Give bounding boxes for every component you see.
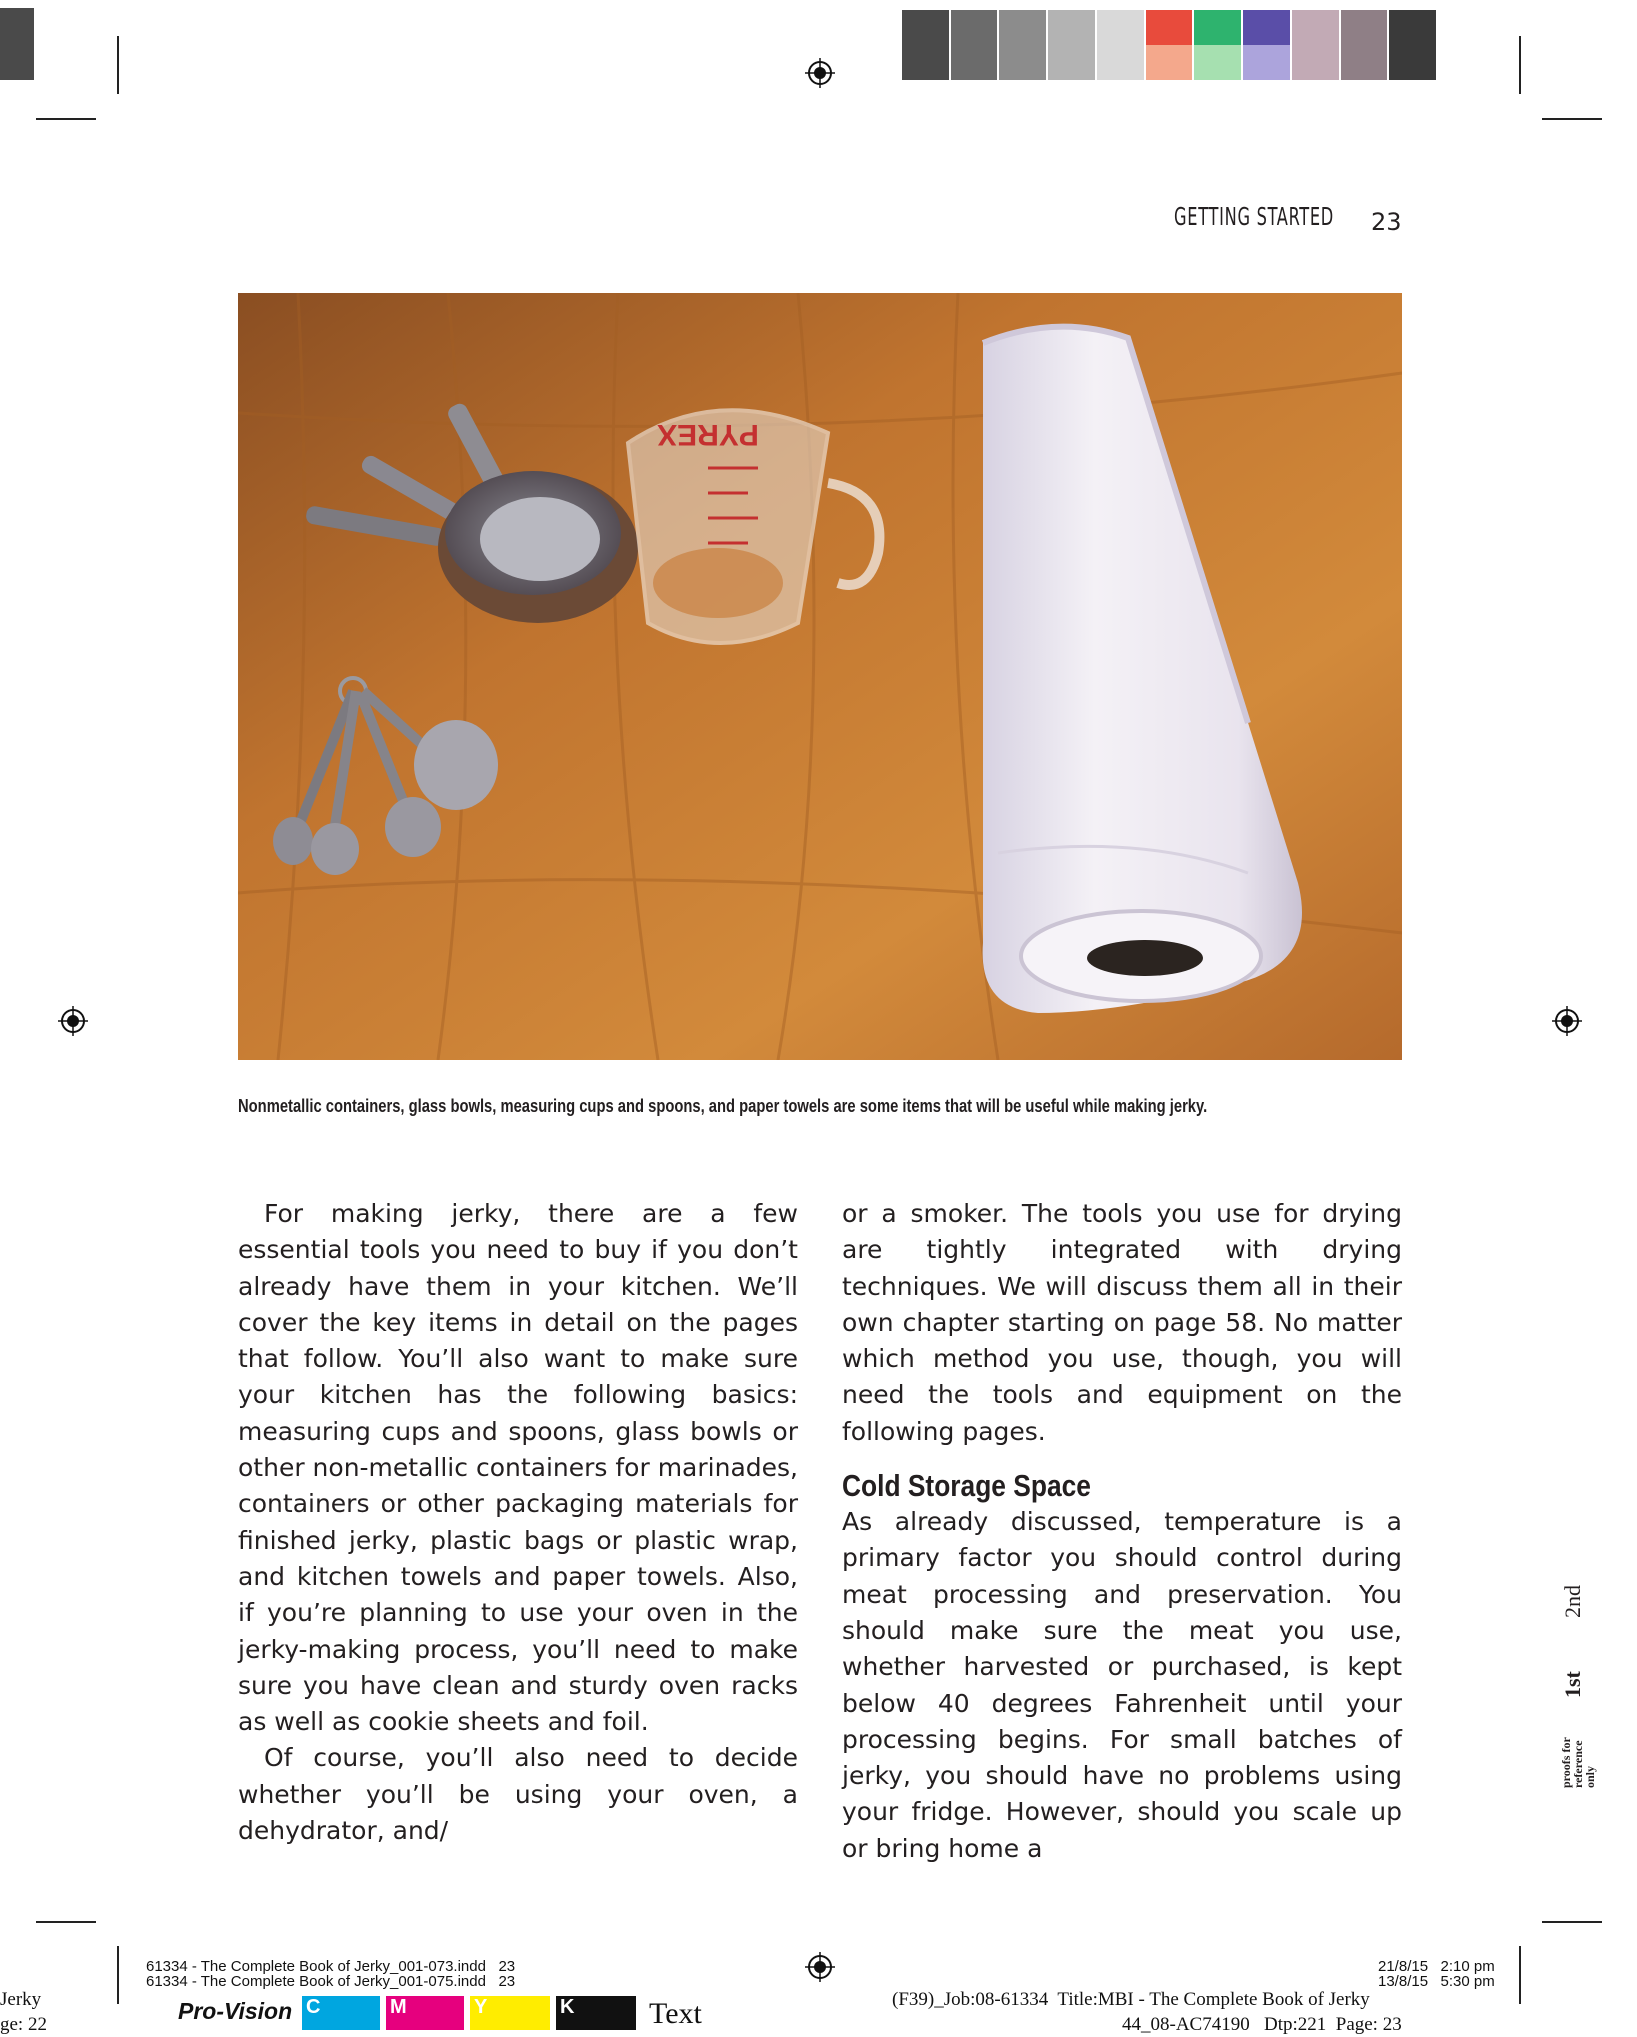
slug-date-line-2: 13/8/15 5:30 pm [1378, 1973, 1495, 1990]
body-paragraph: Of course, you’ll also need to decide whether you’ll be using your oven, a dehydrator, and/ [238, 1743, 798, 1846]
proof-first-label: 1st [1560, 1671, 1585, 1698]
photo-caption: Nonmetallic containers, glass bowls, measuring cups and spoons, and paper towels are some items that will be useful while making jerky. [238, 1096, 1208, 1116]
color-bar-swatch [1194, 10, 1241, 45]
color-bar-swatch [1048, 45, 1095, 80]
cmyk-swatch-magenta: M [386, 1996, 464, 2030]
crop-mark [1542, 118, 1602, 120]
body-paragraph: or a smoker. The tools you use for drying are tightly integrated with drying techniques. We will discuss them all in their own chapter starting on page 58. No matter which method you use, though, you will need the tools and equipment on the following pages. [842, 1199, 1402, 1446]
color-bar-swatch [1097, 10, 1144, 45]
color-bar-swatch [902, 10, 949, 45]
slug-left-cut-1: Jerky [0, 1989, 42, 2010]
cmyk-swatch-cyan: C [302, 1996, 380, 2030]
page-number: 23 [1371, 208, 1402, 236]
crop-mark [36, 118, 96, 120]
crop-mark [36, 1921, 96, 1923]
proof-second-label: 2nd [1560, 1585, 1585, 1618]
registration-mark-icon [805, 58, 835, 88]
kitchen-tools-photo [238, 293, 1402, 1060]
color-bar-swatch [1243, 45, 1290, 80]
color-bar-swatch [999, 10, 1046, 45]
pro-vision-logo: Pro-Vision [178, 1998, 293, 2024]
photo-illustration [238, 293, 1402, 1060]
text-label: Text [649, 1997, 702, 2030]
cmyk-swatch-black: K [556, 1996, 636, 2030]
color-bar-swatch [1048, 10, 1095, 45]
crop-mark [117, 1946, 119, 2004]
registration-mark-icon [1552, 1006, 1582, 1036]
corner-block-top-left [0, 8, 34, 80]
body-right-column [842, 1196, 1402, 1867]
color-bar-swatch [902, 45, 949, 80]
slug-left-cut-2: ge: 22 [0, 2014, 47, 2035]
slug-file-line-2: 61334 - The Complete Book of Jerky_001-075.indd 23 [146, 1973, 516, 1990]
proof-stamp [1559, 1585, 1630, 1788]
color-bar-swatch [1292, 45, 1339, 80]
registration-mark-icon [58, 1006, 88, 1036]
color-bar-swatch [1292, 10, 1339, 45]
registration-mark-icon [805, 1952, 835, 1982]
crop-mark [1542, 1921, 1602, 1923]
section-heading: Cold Storage Space [842, 1468, 1091, 1504]
color-bar-swatch [1341, 45, 1388, 80]
color-bar-swatch [951, 10, 998, 45]
color-bar-swatch [1243, 10, 1290, 45]
pyrex-label: PYREX [657, 418, 759, 451]
cmyk-swatch-yellow: Y [470, 1996, 550, 2030]
color-bar-swatch [951, 45, 998, 80]
color-bar [902, 10, 1438, 80]
slug-file-line-1: 61334 - The Complete Book of Jerky_001-073.indd 23 [146, 1958, 516, 1975]
crop-mark [1519, 36, 1521, 94]
running-header-section: GETTING STARTED [1174, 202, 1334, 231]
slug-dtp-line: 44_08-AC74190 Dtp:221 Page: 23 [1122, 2014, 1402, 2035]
body-paragraph: For making jerky, there are a few essential tools you need to buy if you don’t already have them in your kitchen. We’ll cover the key items in detail on the pages that follow. You’ll also want to make sure your kitchen has the following basics: measuring cups and spoons, glass bowls or other non-metallic containers for marinades, containers or other packaging materials for finished jerky, plastic bags or plastic wrap, and kitchen towels and paper towels. Also, if you’re planning to use your oven in the jerky-making process, you’ll need to make sure you have clean and sturdy oven racks as well as cookie sheets and foil. [238, 1199, 798, 1737]
color-bar-swatch [1389, 45, 1436, 80]
color-bar-swatch [1146, 45, 1193, 80]
proof-note: proofs for reference only [1559, 1737, 1597, 1788]
color-bar-swatch [1341, 10, 1388, 45]
slug-date-line-1: 21/8/15 2:10 pm [1378, 1958, 1495, 1975]
crop-mark [1519, 1946, 1521, 2004]
crop-mark [117, 36, 119, 94]
slug-job-line: (F39)_Job:08-61334 Title:MBI - The Complete Book of Jerky [892, 1989, 1370, 2010]
color-bar-swatch [1194, 45, 1241, 80]
color-bar-swatch [1389, 10, 1436, 45]
color-bar-swatch [1097, 45, 1144, 80]
body-left-column [238, 1196, 798, 1849]
color-bar-swatch [999, 45, 1046, 80]
body-paragraph: As already discussed, temperature is a primary factor you should control during meat processing and preservation. You should make sure the meat you use, whether harvested or purchased, is kept below 40 degrees Fahrenheit until your processing begins. For small batches of jerky, you should have no problems using your fridge. However, should you scale up or bring home a [842, 1507, 1402, 1863]
color-bar-swatch [1146, 10, 1193, 45]
